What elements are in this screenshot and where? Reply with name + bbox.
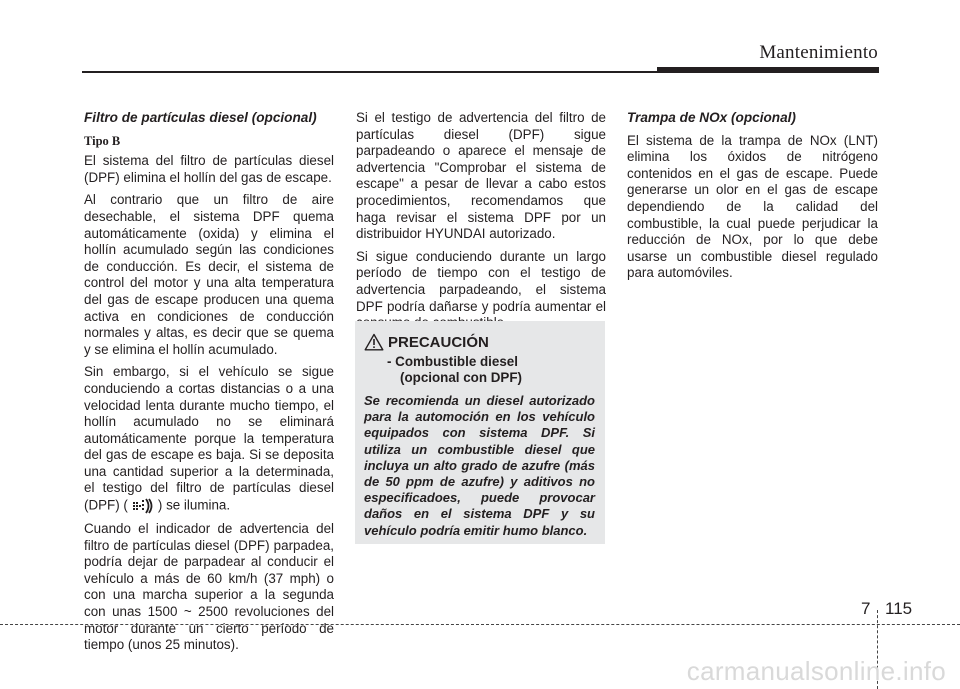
paragraph-text: Sin embargo, si el vehículo se sigue conduciendo a cortas distancias o a una velocidad lenta durante mucho tiempo, el hollín acumulado no se eliminará automáticamente porque la temperatura del gas de escape es baja. Si se deposita una cantidad superior a la determinada, el testigo del filtro de partículas diesel (DPF) ( bbox=[84, 364, 334, 513]
dpf-warning-icon bbox=[131, 497, 155, 515]
paragraph: Si sigue conduciendo durante un largo período de tiempo con el testigo de advertencia parpadeando, el sistema DPF podría dañarse y podría aumentar el bbox=[356, 248, 606, 314]
chapter-number: 7 bbox=[861, 599, 871, 618]
caution-subtitle-line2: (opcional con DPF) bbox=[400, 370, 522, 385]
paragraph-with-icon bbox=[84, 364, 334, 515]
page-number: 115 bbox=[885, 599, 913, 618]
paragraph: Si el testigo de advertencia del filtro de partículas diesel (DPF) sigue parpadeando o aparece el mensaje de advertencia "Comprobar el sistema de escape" a pesar de llevar a cabo estos procedimientos, recomendamos que haga revisar el sistema DPF por un distribuidor HYUNDAI autorizado. bbox=[356, 110, 606, 242]
paragraph: Cuando el indicador de advertencia del filtro de partículas diesel (DPF) parpadea, podría dejar de parpadear al conducir el vehículo a más de 60 km/h (37 mph) o con una marcha superior a la segunda con unas 1500 ~ 2500 revoluciones del motor durante un cierto período de tiempo (unos 25 minutos). bbox=[84, 521, 334, 653]
caution-subtitle-line1: - Combustible diesel bbox=[387, 354, 518, 369]
warning-triangle-icon bbox=[364, 333, 384, 351]
caution-subtitle bbox=[387, 354, 595, 386]
paragraph-text: ) se ilumina. bbox=[157, 497, 231, 513]
header-rule bbox=[82, 71, 657, 73]
caution-text: Se recomienda un diesel autorizado para la automoción en los vehículo equipados con sistema DPF. Si utiliza un combustible diesel que incluya un alto grado de azufre (más de 50 ppm de azufre) y aditivos no especificadoes, puede provocar daños en el sistema DPF y su vehículo podría emitir humo blanco. bbox=[364, 393, 595, 538]
paragraph: El sistema de la trampa de NOx (LNT) elimina los óxidos de nitrógeno contenidos en el gas de escape. Puede generarse un olor en el gas de escape dependiendo de la calidad del combustible, la cual puede perjudicar la reducción de NOx, por lo que debe usarse un combustible diesel regulado para automóviles. bbox=[627, 132, 878, 281]
subheading-tipo-b: Tipo B bbox=[84, 133, 121, 148]
section-heading-nox: Trampa de NOx (opcional) bbox=[627, 110, 796, 125]
caution-heading bbox=[364, 333, 595, 351]
column-right bbox=[627, 110, 878, 288]
header-title: Mantenimiento bbox=[759, 42, 878, 63]
section-heading-dpf: Filtro de partículas diesel (opcional) bbox=[84, 110, 317, 125]
paragraph: El sistema del filtro de partículas diesel (DPF) elimina el hollín del gas de escape. bbox=[84, 153, 334, 185]
caution-title: PRECAUCIÓN bbox=[388, 334, 489, 351]
column-left bbox=[84, 110, 334, 660]
caution-box bbox=[355, 321, 605, 544]
watermark: carmanualsonline.info bbox=[686, 656, 946, 686]
footer-rule bbox=[0, 624, 960, 625]
header-rule-accent bbox=[657, 67, 879, 73]
column-middle bbox=[356, 110, 606, 338]
paragraph: Al contrario que un filtro de aire desechable, el sistema DPF quema automáticamente (oxida) y elimina el hollín acumulado según las condiciones de conducción. Es decir, el sistema de control del motor y una alta temperatura del gas de escape producen una quema activa en condiciones de conducción normales y altas, es decir que se quema y se elimina el hollín acumulado. bbox=[84, 192, 334, 357]
